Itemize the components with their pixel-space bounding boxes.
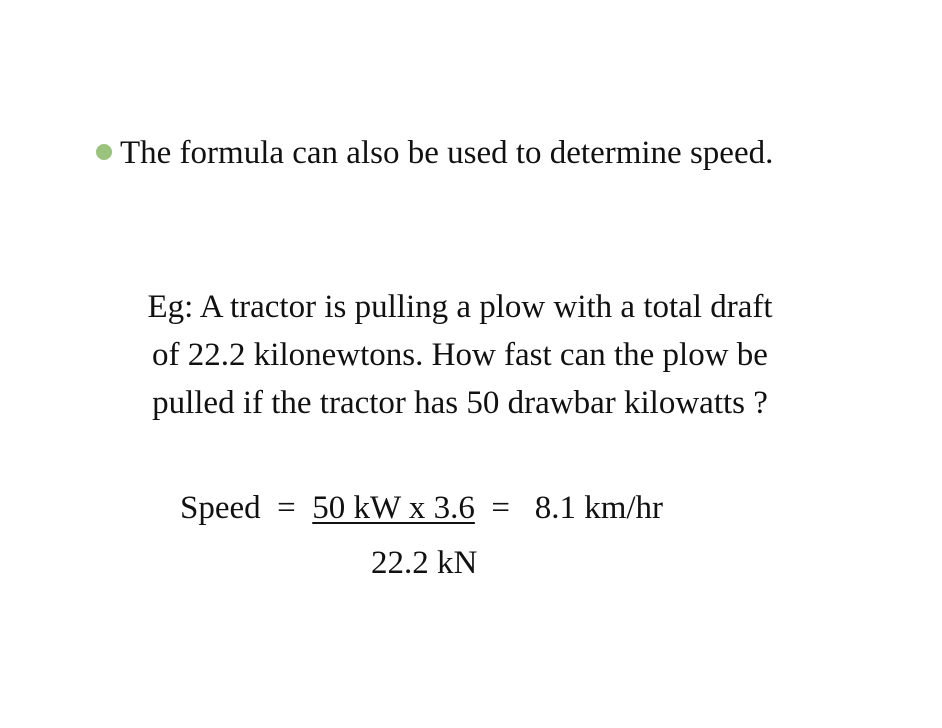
- formula-equals-2: =: [491, 490, 510, 526]
- example-line-1: Eg: A tractor is pulling a plow with a total draft: [147, 289, 773, 325]
- formula-label: Speed: [180, 490, 261, 526]
- bullet-dot-icon: [96, 144, 112, 160]
- formula-numerator: 50 kW x 3.6: [312, 490, 475, 526]
- formula-equals-1: =: [277, 490, 296, 526]
- example-line-3: pulled if the tractor has 50 drawbar kilowatts ?: [152, 385, 768, 421]
- bullet-text: The formula can also be used to determine speed.: [120, 135, 774, 171]
- example-problem: [60, 283, 860, 427]
- example-line-2: of 22.2 kilonewtons. How fast can the plow be: [152, 337, 768, 373]
- formula-result: 8.1 km/hr: [534, 490, 664, 526]
- formula-denominator: 22.2 kN: [371, 545, 478, 581]
- bullet-point: [96, 131, 816, 175]
- speed-formula: [180, 484, 663, 532]
